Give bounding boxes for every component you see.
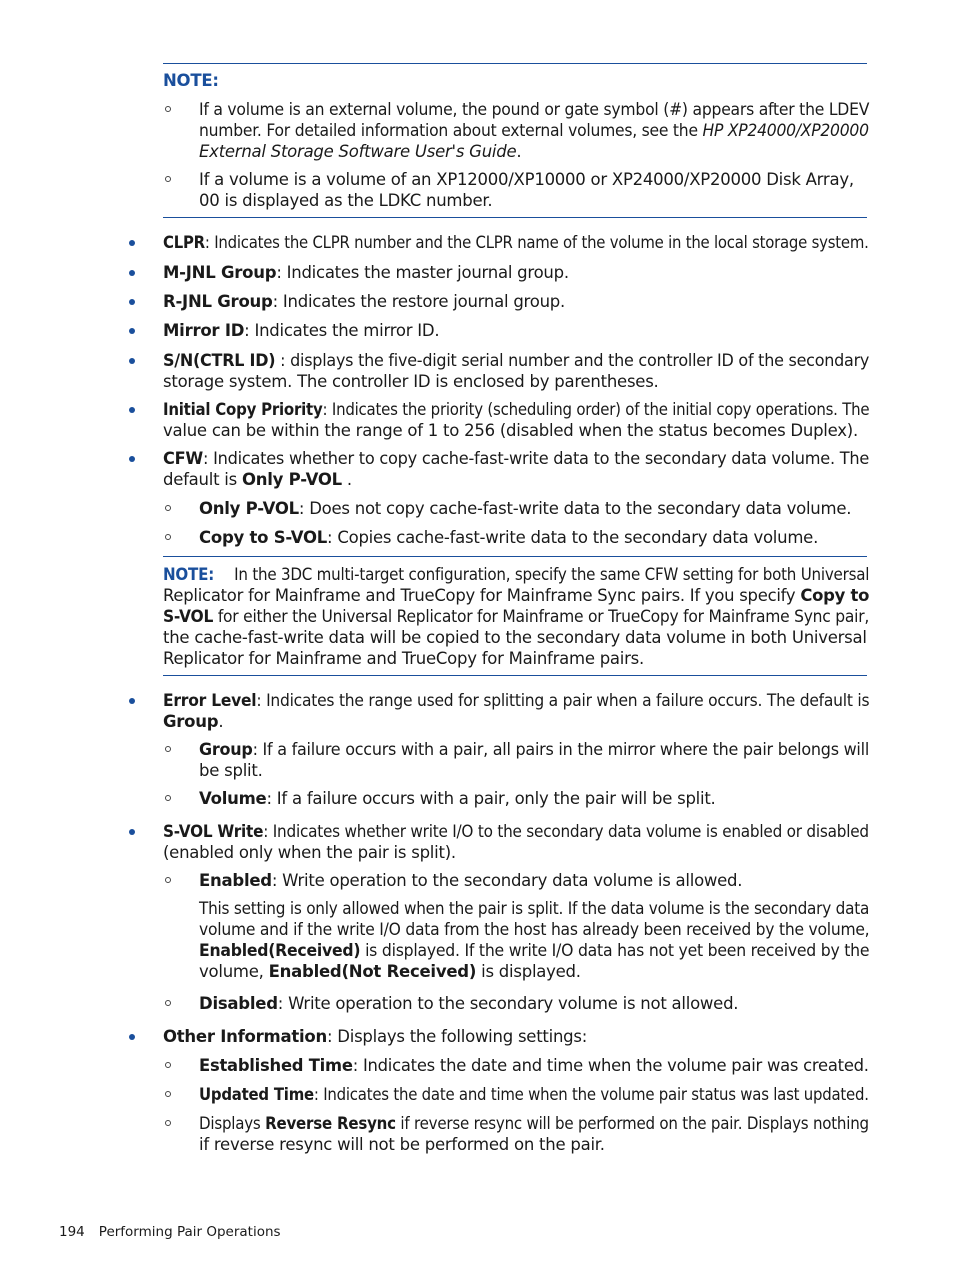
sub-bullet-icon (165, 176, 171, 182)
note-bottom-rule (163, 217, 867, 218)
paragraph-enabled-detail: volume and if the write I/O data from the host has already been received by the volume, (199, 920, 870, 939)
list-item-mirror-id: Mirror ID: Indicates the mirror ID. (163, 321, 440, 340)
note-item-text: External Storage Software User's Guide. (199, 142, 522, 161)
sub-bullet-icon (165, 106, 171, 112)
sub-item-copy-to-svol: Copy to S-VOL: Copies cache-fast-write data to the secondary data volume. (199, 528, 819, 547)
bullet-icon (129, 829, 135, 835)
list-item-initial-copy-priority: value can be within the range of 1 to 256 (disabled when the status becomes Duplex). (163, 421, 858, 440)
paragraph-enabled-detail: Enabled(Received) is displayed. If the write I/O data has not yet been received by the (199, 941, 870, 960)
sub-item-updated-time: Updated Time: Indicates the date and time when the volume pair status was last updated. (199, 1085, 869, 1104)
list-item-mjnl-group: M-JNL Group: Indicates the master journal group. (163, 263, 569, 282)
sub-item-reverse-resync: if reverse resync will not be performed on the pair. (199, 1135, 605, 1154)
sub-item-enabled: Enabled: Write operation to the secondary data volume is allowed. (199, 871, 743, 890)
list-item-serial-number: S/N(CTRL ID) : displays the five-digit serial number and the controller ID of the secondary (163, 351, 870, 370)
list-item-svol-write: (enabled only when the pair is split). (163, 843, 456, 862)
note-item-text: number. For detailed information about external volumes, see the HP XP24000/XP20000 (199, 121, 869, 140)
note-text: S-VOL for either the Universal Replicator for Mainframe or TrueCopy for Mainframe Sync pair, (163, 607, 870, 626)
list-item-error-level: Error Level: Indicates the range used for splitting a pair when a failure occurs. The default is (163, 691, 870, 710)
note-label: NOTE: (163, 71, 219, 90)
note-text: NOTE: In the 3DC multi-target configuration, specify the same CFW setting for both Universal (163, 565, 870, 584)
note-item-text: If a volume is an external volume, the pound or gate symbol (#) appears after the LDEV (199, 100, 870, 119)
sub-bullet-icon (165, 505, 171, 511)
sub-bullet-icon (165, 877, 171, 883)
sub-bullet-icon (165, 746, 171, 752)
note-item-text: 00 is displayed as the LDKC number. (199, 191, 493, 210)
note-item-text: If a volume is a volume of an XP12000/XP10000 or XP24000/XP20000 Disk Array, (199, 170, 854, 189)
list-item-other-information: Other Information: Displays the following settings: (163, 1027, 588, 1046)
list-item-cfw: CFW: Indicates whether to copy cache-fast-write data to the secondary data volume. The (163, 449, 870, 468)
sub-item-volume: Volume: If a failure occurs with a pair, only the pair will be split. (199, 789, 716, 808)
bullet-icon (129, 407, 135, 413)
sub-item-group: Group: If a failure occurs with a pair, all pairs in the mirror where the pair belongs will (199, 740, 870, 759)
list-item-rjnl-group: R-JNL Group: Indicates the restore journal group. (163, 292, 565, 311)
bullet-icon (129, 358, 135, 364)
note-text: Replicator for Mainframe and TrueCopy for Mainframe pairs. (163, 649, 645, 668)
bullet-icon (129, 698, 135, 704)
note-top-rule (163, 63, 867, 64)
note-label: NOTE: (163, 565, 215, 584)
paragraph-enabled-detail: volume, Enabled(Not Received) is displayed. (199, 962, 581, 981)
list-item-initial-copy-priority: Initial Copy Priority: Indicates the priority (scheduling order) of the initial copy operations. The (163, 400, 870, 419)
bullet-icon (129, 328, 135, 334)
bullet-icon (129, 456, 135, 462)
list-item-serial-number: storage system. The controller ID is enclosed by parentheses. (163, 372, 659, 391)
sub-bullet-icon (165, 1120, 171, 1126)
list-item-error-level: Group. (163, 712, 224, 731)
note-bottom-rule (163, 675, 867, 676)
bullet-icon (129, 270, 135, 276)
sub-item-only-pvol: Only P-VOL: Does not copy cache-fast-write data to the secondary data volume. (199, 499, 852, 518)
list-item-cfw: default is Only P-VOL . (163, 470, 352, 489)
page-number: 194 (59, 1224, 85, 1240)
bullet-icon (129, 299, 135, 305)
sub-bullet-icon (165, 795, 171, 801)
sub-bullet-icon (165, 1000, 171, 1006)
list-item-clpr: CLPR: Indicates the CLPR number and the CLPR name of the volume in the local storage system. (163, 233, 869, 252)
sub-item-established-time: Established Time: Indicates the date and time when the volume pair was created. (199, 1056, 869, 1075)
note-top-rule (163, 556, 867, 557)
section-title: Performing Pair Operations (98, 1224, 281, 1240)
guide-title: HP XP24000/XP20000 (702, 121, 869, 140)
guide-title: External Storage Software User's Guide (199, 142, 517, 161)
list-item-svol-write: S-VOL Write: Indicates whether write I/O to the secondary data volume is enabled or disabled (163, 822, 869, 841)
bullet-icon (129, 240, 135, 246)
sub-bullet-icon (165, 1091, 171, 1097)
note-text: Replicator for Mainframe and TrueCopy for Mainframe Sync pairs. If you specify Copy to (163, 586, 870, 605)
sub-item-group: be split. (199, 761, 263, 780)
sub-bullet-icon (165, 1062, 171, 1068)
sub-item-reverse-resync: Displays Reverse Resync if reverse resync will be performed on the pair. Displays nothing (199, 1114, 869, 1133)
sub-bullet-icon (165, 534, 171, 540)
page-footer (59, 1223, 281, 1241)
paragraph-enabled-detail: This setting is only allowed when the pair is split. If the data volume is the secondary data (199, 899, 870, 918)
note-text: the cache-fast-write data will be copied to the secondary data volume in both Universal (163, 628, 867, 647)
bullet-icon (129, 1034, 135, 1040)
sub-item-disabled: Disabled: Write operation to the secondary volume is not allowed. (199, 994, 739, 1013)
